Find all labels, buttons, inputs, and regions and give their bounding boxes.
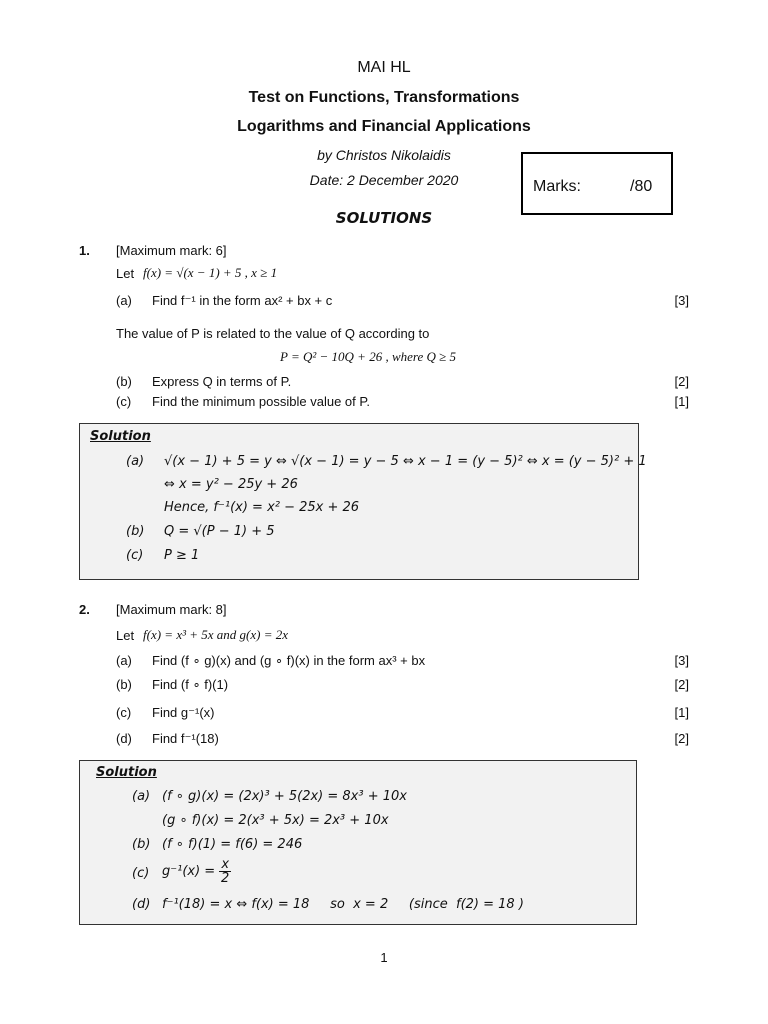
q1-let: Let — [116, 266, 135, 281]
q1-solution-box — [79, 423, 647, 580]
q1b-text: Express Q in terms of P. — [152, 374, 292, 389]
q2-sol-c-lhs: g⁻¹(x) = — [162, 864, 216, 879]
q1-function: f(x) = √(x − 1) + 5 , x ≥ 1 — [143, 265, 278, 280]
q2-sol-c-label: (c) — [132, 866, 150, 881]
test-title-line1: Test on Functions, Transformations — [248, 89, 520, 106]
q1-sol-a-line1: √(x − 1) + 5 = y ⇔ √(x − 1) = y − 5 ⇔ x − 1 = (y − 5)² ⇔ x = (y − 5)² + 1 — [164, 454, 647, 469]
q2-sol-c-fraction — [219, 858, 231, 885]
date: Date: 2 December 2020 — [309, 172, 459, 188]
q2-solution-title: Solution — [96, 765, 157, 780]
q1-sol-a-line2: ⇔ x = y² − 25y + 26 — [164, 477, 298, 492]
q1c-marks: [1] — [674, 394, 689, 409]
q2-sol-c-numerator: x — [221, 857, 230, 872]
q1c-text: Find the minimum possible value of P. — [152, 394, 370, 409]
q2c-label: (c) — [116, 705, 132, 720]
q2-max-mark: [Maximum mark: 8] — [116, 602, 227, 617]
q1-sol-b-label: (b) — [126, 524, 145, 539]
q2a-marks: [3] — [674, 653, 689, 668]
q2-sol-a-line1: (f ∘ g)(x) = (2x)³ + 5(2x) = 8x³ + 10x — [162, 789, 407, 804]
marks-total: /80 — [630, 178, 653, 195]
author: by Christos Nikolaidis — [317, 147, 451, 163]
q1-sol-a-label: (a) — [126, 454, 145, 469]
q2-sol-c-denominator: 2 — [221, 871, 230, 886]
q2a-label: (a) — [116, 653, 132, 668]
q2-solution-box — [79, 760, 637, 925]
q1c-label: (c) — [116, 394, 132, 409]
q2b-marks: [2] — [674, 677, 689, 692]
test-title-line2: Logarithms and Financial Applications — [237, 118, 531, 135]
q1-sol-c-label: (c) — [126, 548, 144, 563]
q2c-text: Find g⁻¹(x) — [152, 705, 215, 720]
q1b-label: (b) — [116, 374, 132, 389]
q1a-marks: [3] — [674, 293, 689, 308]
q2-sol-b-label: (b) — [132, 837, 151, 852]
q2-let: Let — [116, 628, 135, 643]
q1a-text: Find f⁻¹ in the form ax² + bx + c — [152, 293, 333, 308]
q2a-text: Find (f ∘ g)(x) and (g ∘ f)(x) in the form ax³ + bx — [152, 653, 426, 668]
q2-sol-d: f⁻¹(18) = x ⇔ f(x) = 18 so x = 2 (since f(2) = 18 ) — [162, 897, 524, 912]
q1-sol-c: P ≥ 1 — [164, 548, 200, 563]
q2d-marks: [2] — [674, 731, 689, 746]
q1-sol-b: Q = √(P − 1) + 5 — [164, 524, 275, 539]
marks-label: Marks: — [533, 178, 581, 195]
course-title: MAI HL — [357, 59, 411, 76]
q2-sol-a-label: (a) — [132, 789, 151, 804]
q2-sol-c — [162, 858, 231, 885]
solutions-heading: SOLUTIONS — [335, 209, 433, 227]
q1-relation: P = Q² − 10Q + 26 , where Q ≥ 5 — [280, 349, 457, 364]
q1b-marks: [2] — [674, 374, 689, 389]
q1-sol-a-line3: Hence, f⁻¹(x) = x² − 25x + 26 — [164, 500, 360, 515]
q2b-text: Find (f ∘ f)(1) — [152, 677, 229, 692]
q2d-text: Find f⁻¹(18) — [152, 731, 219, 746]
marks-box — [521, 152, 673, 215]
q1a-label: (a) — [116, 293, 132, 308]
q1-max-mark: [Maximum mark: 6] — [116, 243, 227, 258]
page-number: 1 — [380, 950, 388, 965]
q2-functions: f(x) = x³ + 5x and g(x) = 2x — [143, 627, 288, 642]
q2-sol-a-line2: (g ∘ f)(x) = 2(x³ + 5x) = 2x³ + 10x — [162, 813, 389, 828]
q1-number: 1. — [79, 243, 90, 258]
q2-sol-b: (f ∘ f)(1) = f(6) = 246 — [162, 837, 303, 852]
q1-intro: The value of P is related to the value of Q according to — [116, 326, 430, 341]
q2d-label: (d) — [116, 731, 132, 746]
q2c-marks: [1] — [674, 705, 689, 720]
q1-solution-title: Solution — [90, 429, 151, 444]
q2-sol-d-label: (d) — [132, 897, 151, 912]
q2b-label: (b) — [116, 677, 132, 692]
q2-number: 2. — [79, 602, 90, 617]
